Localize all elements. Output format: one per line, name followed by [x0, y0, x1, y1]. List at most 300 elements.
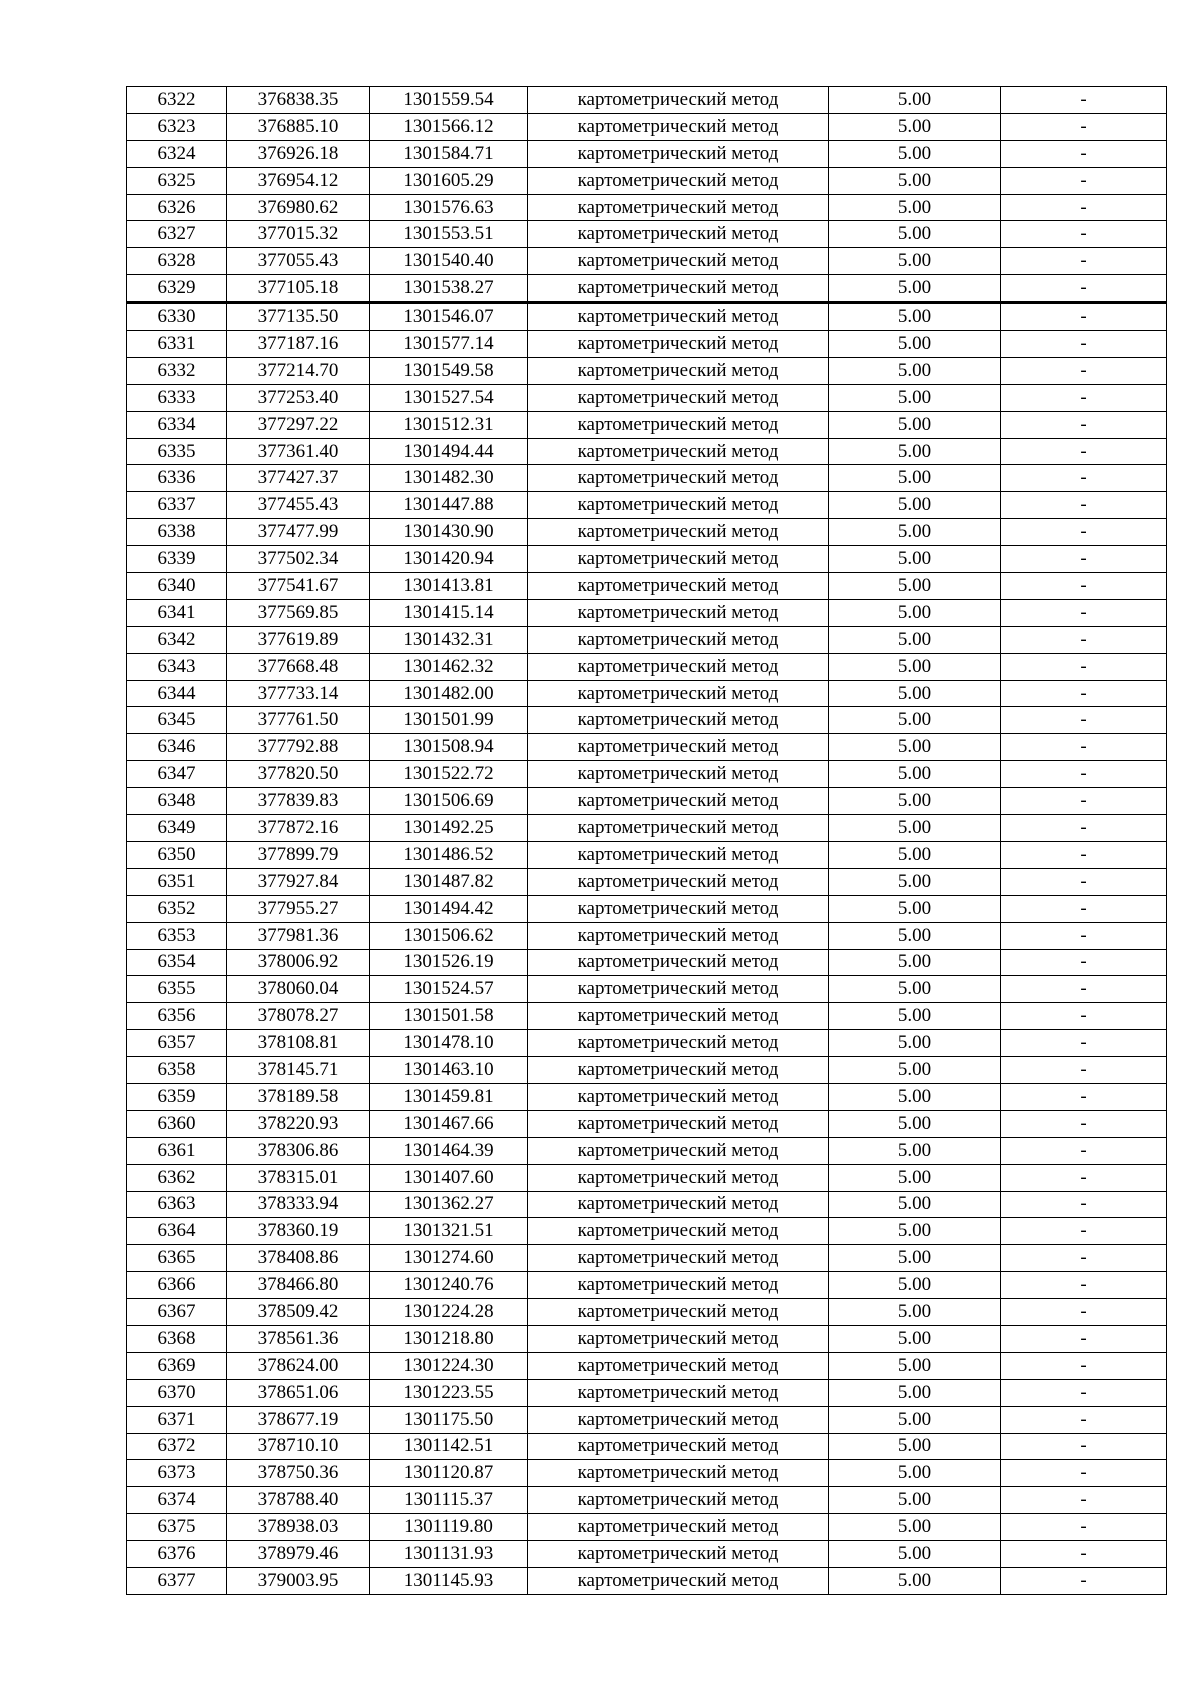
point-number-cell: 6329: [127, 275, 227, 303]
point-number-cell: 6353: [127, 922, 227, 949]
precision-cell: 5.00: [829, 680, 1001, 707]
point-number-cell: 6336: [127, 465, 227, 492]
x-coordinate-cell: 376838.35: [227, 87, 370, 114]
y-coordinate-cell: 1301120.87: [370, 1460, 528, 1487]
y-coordinate-cell: 1301223.55: [370, 1379, 528, 1406]
method-cell: картометрический метод: [528, 384, 829, 411]
point-number-cell: 6358: [127, 1057, 227, 1084]
table-row: [127, 1352, 1167, 1379]
precision-cell: 5.00: [829, 1352, 1001, 1379]
table-row: [127, 599, 1167, 626]
point-number-cell: 6345: [127, 707, 227, 734]
table-row: [127, 357, 1167, 384]
y-coordinate-cell: 1301501.58: [370, 1003, 528, 1030]
method-cell: картометрический метод: [528, 680, 829, 707]
y-coordinate-cell: 1301559.54: [370, 87, 528, 114]
point-number-cell: 6348: [127, 788, 227, 815]
method-cell: картометрический метод: [528, 438, 829, 465]
note-cell: -: [1001, 976, 1167, 1003]
precision-cell: 5.00: [829, 1191, 1001, 1218]
y-coordinate-cell: 1301240.76: [370, 1272, 528, 1299]
precision-cell: 5.00: [829, 303, 1001, 331]
y-coordinate-cell: 1301464.39: [370, 1137, 528, 1164]
table-row: [127, 113, 1167, 140]
note-cell: -: [1001, 1272, 1167, 1299]
note-cell: -: [1001, 815, 1167, 842]
x-coordinate-cell: 378189.58: [227, 1083, 370, 1110]
table-row: [127, 1272, 1167, 1299]
point-number-cell: 6326: [127, 194, 227, 221]
point-number-cell: 6371: [127, 1406, 227, 1433]
method-cell: картометрический метод: [528, 303, 829, 331]
table-row: [127, 841, 1167, 868]
precision-cell: 5.00: [829, 438, 1001, 465]
y-coordinate-cell: 1301447.88: [370, 492, 528, 519]
point-number-cell: 6363: [127, 1191, 227, 1218]
table-row: [127, 895, 1167, 922]
y-coordinate-cell: 1301605.29: [370, 167, 528, 194]
point-number-cell: 6354: [127, 949, 227, 976]
note-cell: -: [1001, 1003, 1167, 1030]
x-coordinate-cell: 377733.14: [227, 680, 370, 707]
x-coordinate-cell: 376926.18: [227, 140, 370, 167]
method-cell: картометрический метод: [528, 788, 829, 815]
precision-cell: 5.00: [829, 331, 1001, 358]
method-cell: картометрический метод: [528, 734, 829, 761]
table-row: [127, 194, 1167, 221]
point-number-cell: 6370: [127, 1379, 227, 1406]
note-cell: -: [1001, 1406, 1167, 1433]
table-row: [127, 1137, 1167, 1164]
point-number-cell: 6341: [127, 599, 227, 626]
y-coordinate-cell: 1301506.62: [370, 922, 528, 949]
precision-cell: 5.00: [829, 1110, 1001, 1137]
x-coordinate-cell: 378979.46: [227, 1541, 370, 1568]
precision-cell: 5.00: [829, 113, 1001, 140]
y-coordinate-cell: 1301538.27: [370, 275, 528, 303]
precision-cell: 5.00: [829, 1030, 1001, 1057]
y-coordinate-cell: 1301508.94: [370, 734, 528, 761]
x-coordinate-cell: 377792.88: [227, 734, 370, 761]
table-row: [127, 140, 1167, 167]
point-number-cell: 6343: [127, 653, 227, 680]
table-row: [127, 1003, 1167, 1030]
y-coordinate-cell: 1301576.63: [370, 194, 528, 221]
x-coordinate-cell: 377135.50: [227, 303, 370, 331]
point-number-cell: 6352: [127, 895, 227, 922]
table-row: [127, 1567, 1167, 1594]
point-number-cell: 6357: [127, 1030, 227, 1057]
note-cell: -: [1001, 331, 1167, 358]
method-cell: картометрический метод: [528, 1003, 829, 1030]
note-cell: -: [1001, 680, 1167, 707]
note-cell: -: [1001, 1514, 1167, 1541]
table-row: [127, 1460, 1167, 1487]
precision-cell: 5.00: [829, 868, 1001, 895]
y-coordinate-cell: 1301463.10: [370, 1057, 528, 1084]
precision-cell: 5.00: [829, 1325, 1001, 1352]
precision-cell: 5.00: [829, 1057, 1001, 1084]
table-row: [127, 815, 1167, 842]
table-row: [127, 167, 1167, 194]
table-row: [127, 1541, 1167, 1568]
y-coordinate-cell: 1301145.93: [370, 1567, 528, 1594]
x-coordinate-cell: 378060.04: [227, 976, 370, 1003]
x-coordinate-cell: 377427.37: [227, 465, 370, 492]
table-row: [127, 653, 1167, 680]
y-coordinate-cell: 1301175.50: [370, 1406, 528, 1433]
point-number-cell: 6346: [127, 734, 227, 761]
x-coordinate-cell: 378220.93: [227, 1110, 370, 1137]
precision-cell: 5.00: [829, 1379, 1001, 1406]
table-row: [127, 519, 1167, 546]
x-coordinate-cell: 378360.19: [227, 1218, 370, 1245]
x-coordinate-cell: 377214.70: [227, 357, 370, 384]
note-cell: -: [1001, 1433, 1167, 1460]
y-coordinate-cell: 1301584.71: [370, 140, 528, 167]
x-coordinate-cell: 377569.85: [227, 599, 370, 626]
x-coordinate-cell: 377297.22: [227, 411, 370, 438]
table-row: [127, 87, 1167, 114]
precision-cell: 5.00: [829, 734, 1001, 761]
precision-cell: 5.00: [829, 87, 1001, 114]
note-cell: -: [1001, 357, 1167, 384]
method-cell: картометрический метод: [528, 167, 829, 194]
method-cell: картометрический метод: [528, 492, 829, 519]
precision-cell: 5.00: [829, 1567, 1001, 1594]
note-cell: -: [1001, 573, 1167, 600]
y-coordinate-cell: 1301407.60: [370, 1164, 528, 1191]
x-coordinate-cell: 377619.89: [227, 626, 370, 653]
note-cell: -: [1001, 1325, 1167, 1352]
x-coordinate-cell: 377761.50: [227, 707, 370, 734]
x-coordinate-cell: 377015.32: [227, 221, 370, 248]
precision-cell: 5.00: [829, 1218, 1001, 1245]
method-cell: картометрический метод: [528, 707, 829, 734]
y-coordinate-cell: 1301432.31: [370, 626, 528, 653]
y-coordinate-cell: 1301527.54: [370, 384, 528, 411]
point-number-cell: 6376: [127, 1541, 227, 1568]
note-cell: -: [1001, 599, 1167, 626]
table-row: [127, 1057, 1167, 1084]
document-page: [126, 86, 1166, 1595]
table-row: [127, 976, 1167, 1003]
table-row: [127, 734, 1167, 761]
table-row: [127, 949, 1167, 976]
x-coordinate-cell: 379003.95: [227, 1567, 370, 1594]
precision-cell: 5.00: [829, 1460, 1001, 1487]
precision-cell: 5.00: [829, 384, 1001, 411]
point-number-cell: 6337: [127, 492, 227, 519]
y-coordinate-cell: 1301494.42: [370, 895, 528, 922]
point-number-cell: 6367: [127, 1299, 227, 1326]
point-number-cell: 6323: [127, 113, 227, 140]
point-number-cell: 6322: [127, 87, 227, 114]
point-number-cell: 6375: [127, 1514, 227, 1541]
method-cell: картометрический метод: [528, 1057, 829, 1084]
table-row: [127, 1164, 1167, 1191]
method-cell: картометрический метод: [528, 1460, 829, 1487]
x-coordinate-cell: 376980.62: [227, 194, 370, 221]
table-row: [127, 1245, 1167, 1272]
y-coordinate-cell: 1301224.30: [370, 1352, 528, 1379]
precision-cell: 5.00: [829, 949, 1001, 976]
y-coordinate-cell: 1301467.66: [370, 1110, 528, 1137]
point-number-cell: 6344: [127, 680, 227, 707]
method-cell: картометрический метод: [528, 1567, 829, 1594]
point-number-cell: 6328: [127, 248, 227, 275]
table-row: [127, 331, 1167, 358]
x-coordinate-cell: 377899.79: [227, 841, 370, 868]
x-coordinate-cell: 377477.99: [227, 519, 370, 546]
method-cell: картометрический метод: [528, 1299, 829, 1326]
precision-cell: 5.00: [829, 599, 1001, 626]
method-cell: картометрический метод: [528, 275, 829, 303]
y-coordinate-cell: 1301420.94: [370, 546, 528, 573]
point-number-cell: 6369: [127, 1352, 227, 1379]
note-cell: -: [1001, 1299, 1167, 1326]
method-cell: картометрический метод: [528, 1083, 829, 1110]
note-cell: -: [1001, 761, 1167, 788]
precision-cell: 5.00: [829, 1272, 1001, 1299]
precision-cell: 5.00: [829, 1299, 1001, 1326]
x-coordinate-cell: 378788.40: [227, 1487, 370, 1514]
x-coordinate-cell: 378651.06: [227, 1379, 370, 1406]
table-row: [127, 492, 1167, 519]
y-coordinate-cell: 1301478.10: [370, 1030, 528, 1057]
point-number-cell: 6351: [127, 868, 227, 895]
x-coordinate-cell: 377361.40: [227, 438, 370, 465]
table-row: [127, 1433, 1167, 1460]
x-coordinate-cell: 378408.86: [227, 1245, 370, 1272]
point-number-cell: 6331: [127, 331, 227, 358]
precision-cell: 5.00: [829, 411, 1001, 438]
y-coordinate-cell: 1301549.58: [370, 357, 528, 384]
y-coordinate-cell: 1301482.00: [370, 680, 528, 707]
note-cell: -: [1001, 1137, 1167, 1164]
table-row: [127, 573, 1167, 600]
precision-cell: 5.00: [829, 815, 1001, 842]
table-row: [127, 1514, 1167, 1541]
table-row: [127, 1030, 1167, 1057]
method-cell: картометрический метод: [528, 1030, 829, 1057]
note-cell: -: [1001, 194, 1167, 221]
note-cell: -: [1001, 546, 1167, 573]
x-coordinate-cell: 378624.00: [227, 1352, 370, 1379]
note-cell: -: [1001, 303, 1167, 331]
method-cell: картометрический метод: [528, 1137, 829, 1164]
precision-cell: 5.00: [829, 788, 1001, 815]
table-row: [127, 438, 1167, 465]
method-cell: картометрический метод: [528, 546, 829, 573]
point-number-cell: 6364: [127, 1218, 227, 1245]
note-cell: -: [1001, 1030, 1167, 1057]
y-coordinate-cell: 1301131.93: [370, 1541, 528, 1568]
note-cell: -: [1001, 113, 1167, 140]
y-coordinate-cell: 1301321.51: [370, 1218, 528, 1245]
x-coordinate-cell: 377668.48: [227, 653, 370, 680]
y-coordinate-cell: 1301415.14: [370, 599, 528, 626]
x-coordinate-cell: 376954.12: [227, 167, 370, 194]
x-coordinate-cell: 377541.67: [227, 573, 370, 600]
note-cell: -: [1001, 519, 1167, 546]
x-coordinate-cell: 378078.27: [227, 1003, 370, 1030]
precision-cell: 5.00: [829, 248, 1001, 275]
table-row: [127, 761, 1167, 788]
method-cell: картометрический метод: [528, 465, 829, 492]
precision-cell: 5.00: [829, 167, 1001, 194]
note-cell: -: [1001, 384, 1167, 411]
x-coordinate-cell: 377055.43: [227, 248, 370, 275]
table-row: [127, 680, 1167, 707]
x-coordinate-cell: 378306.86: [227, 1137, 370, 1164]
table-row: [127, 248, 1167, 275]
note-cell: -: [1001, 1487, 1167, 1514]
y-coordinate-cell: 1301501.99: [370, 707, 528, 734]
x-coordinate-cell: 377455.43: [227, 492, 370, 519]
precision-cell: 5.00: [829, 221, 1001, 248]
precision-cell: 5.00: [829, 492, 1001, 519]
x-coordinate-cell: 377981.36: [227, 922, 370, 949]
table-row: [127, 1406, 1167, 1433]
y-coordinate-cell: 1301142.51: [370, 1433, 528, 1460]
note-cell: -: [1001, 1352, 1167, 1379]
note-cell: -: [1001, 275, 1167, 303]
y-coordinate-cell: 1301506.69: [370, 788, 528, 815]
y-coordinate-cell: 1301430.90: [370, 519, 528, 546]
table-row: [127, 626, 1167, 653]
x-coordinate-cell: 378938.03: [227, 1514, 370, 1541]
precision-cell: 5.00: [829, 357, 1001, 384]
y-coordinate-cell: 1301522.72: [370, 761, 528, 788]
note-cell: -: [1001, 1164, 1167, 1191]
note-cell: -: [1001, 1057, 1167, 1084]
y-coordinate-cell: 1301546.07: [370, 303, 528, 331]
table-row: [127, 411, 1167, 438]
table-row: [127, 1299, 1167, 1326]
y-coordinate-cell: 1301462.32: [370, 653, 528, 680]
table-row: [127, 221, 1167, 248]
method-cell: картометрический метод: [528, 1352, 829, 1379]
x-coordinate-cell: 377502.34: [227, 546, 370, 573]
y-coordinate-cell: 1301566.12: [370, 113, 528, 140]
x-coordinate-cell: 378333.94: [227, 1191, 370, 1218]
note-cell: -: [1001, 465, 1167, 492]
x-coordinate-cell: 378466.80: [227, 1272, 370, 1299]
y-coordinate-cell: 1301540.40: [370, 248, 528, 275]
method-cell: картометрический метод: [528, 1379, 829, 1406]
precision-cell: 5.00: [829, 922, 1001, 949]
precision-cell: 5.00: [829, 1541, 1001, 1568]
y-coordinate-cell: 1301218.80: [370, 1325, 528, 1352]
method-cell: картометрический метод: [528, 411, 829, 438]
x-coordinate-cell: 378750.36: [227, 1460, 370, 1487]
note-cell: -: [1001, 167, 1167, 194]
method-cell: картометрический метод: [528, 113, 829, 140]
point-number-cell: 6374: [127, 1487, 227, 1514]
point-number-cell: 6366: [127, 1272, 227, 1299]
method-cell: картометрический метод: [528, 1406, 829, 1433]
note-cell: -: [1001, 626, 1167, 653]
x-coordinate-cell: 377820.50: [227, 761, 370, 788]
method-cell: картометрический метод: [528, 1245, 829, 1272]
table-row: [127, 1218, 1167, 1245]
precision-cell: 5.00: [829, 573, 1001, 600]
x-coordinate-cell: 377955.27: [227, 895, 370, 922]
x-coordinate-cell: 377187.16: [227, 331, 370, 358]
note-cell: -: [1001, 221, 1167, 248]
point-number-cell: 6324: [127, 140, 227, 167]
method-cell: картометрический метод: [528, 1272, 829, 1299]
y-coordinate-cell: 1301492.25: [370, 815, 528, 842]
precision-cell: 5.00: [829, 465, 1001, 492]
table-row: [127, 275, 1167, 303]
point-number-cell: 6373: [127, 1460, 227, 1487]
method-cell: картометрический метод: [528, 895, 829, 922]
x-coordinate-cell: 378006.92: [227, 949, 370, 976]
y-coordinate-cell: 1301362.27: [370, 1191, 528, 1218]
point-number-cell: 6333: [127, 384, 227, 411]
note-cell: -: [1001, 707, 1167, 734]
method-cell: картометрический метод: [528, 357, 829, 384]
x-coordinate-cell: 378561.36: [227, 1325, 370, 1352]
y-coordinate-cell: 1301119.80: [370, 1514, 528, 1541]
x-coordinate-cell: 378509.42: [227, 1299, 370, 1326]
table-row: [127, 384, 1167, 411]
method-cell: картометрический метод: [528, 87, 829, 114]
precision-cell: 5.00: [829, 1487, 1001, 1514]
y-coordinate-cell: 1301526.19: [370, 949, 528, 976]
method-cell: картометрический метод: [528, 1487, 829, 1514]
method-cell: картометрический метод: [528, 1218, 829, 1245]
note-cell: -: [1001, 1245, 1167, 1272]
point-number-cell: 6356: [127, 1003, 227, 1030]
table-row: [127, 1379, 1167, 1406]
table-row: [127, 546, 1167, 573]
note-cell: -: [1001, 868, 1167, 895]
point-number-cell: 6335: [127, 438, 227, 465]
table-row: [127, 1083, 1167, 1110]
precision-cell: 5.00: [829, 1164, 1001, 1191]
note-cell: -: [1001, 87, 1167, 114]
y-coordinate-cell: 1301512.31: [370, 411, 528, 438]
point-number-cell: 6360: [127, 1110, 227, 1137]
point-number-cell: 6361: [127, 1137, 227, 1164]
method-cell: картометрический метод: [528, 221, 829, 248]
note-cell: -: [1001, 1083, 1167, 1110]
method-cell: картометрический метод: [528, 1433, 829, 1460]
method-cell: картометрический метод: [528, 599, 829, 626]
x-coordinate-cell: 378145.71: [227, 1057, 370, 1084]
point-number-cell: 6362: [127, 1164, 227, 1191]
note-cell: -: [1001, 1567, 1167, 1594]
point-number-cell: 6340: [127, 573, 227, 600]
precision-cell: 5.00: [829, 1137, 1001, 1164]
y-coordinate-cell: 1301224.28: [370, 1299, 528, 1326]
x-coordinate-cell: 377839.83: [227, 788, 370, 815]
point-number-cell: 6325: [127, 167, 227, 194]
precision-cell: 5.00: [829, 841, 1001, 868]
x-coordinate-cell: 378315.01: [227, 1164, 370, 1191]
precision-cell: 5.00: [829, 194, 1001, 221]
note-cell: -: [1001, 1191, 1167, 1218]
method-cell: картометрический метод: [528, 976, 829, 1003]
point-number-cell: 6349: [127, 815, 227, 842]
method-cell: картометрический метод: [528, 573, 829, 600]
precision-cell: 5.00: [829, 1406, 1001, 1433]
point-number-cell: 6342: [127, 626, 227, 653]
point-number-cell: 6377: [127, 1567, 227, 1594]
